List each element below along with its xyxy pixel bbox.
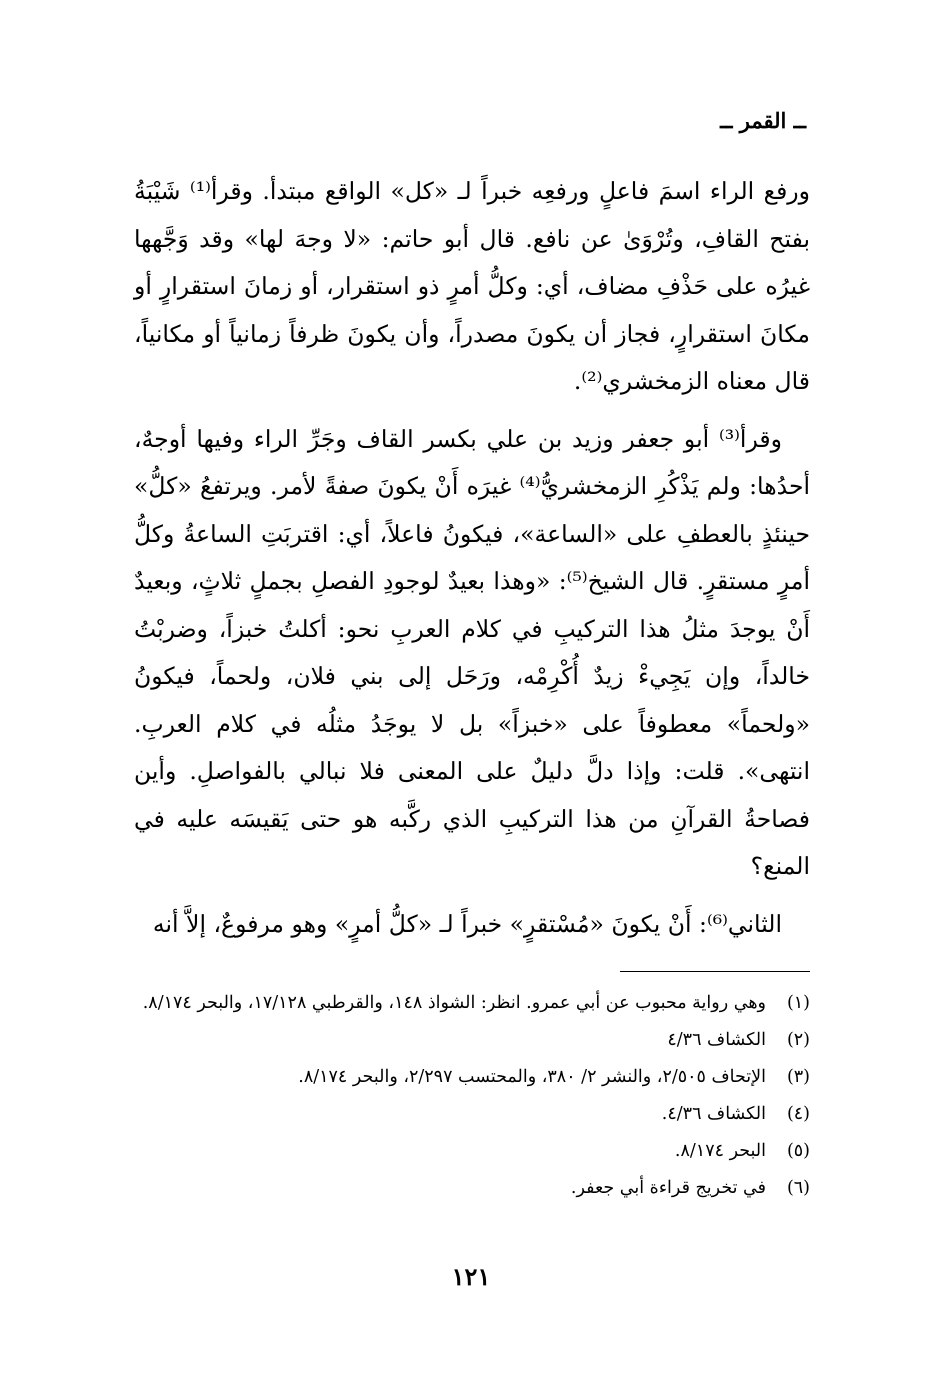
footnote-6	[134, 1170, 810, 1207]
footnote-text: الكشاف ٤/٣٦.	[661, 1104, 766, 1124]
footnote-number: (٥)	[786, 1141, 810, 1161]
footnote-text: الإتحاف ٢/٥٠٥، والنشر ٢/ ٣٨٠، والمحتسب ٢/٢٩٧، والبحر ٨/١٧٤.	[298, 1067, 766, 1087]
footnotes	[134, 985, 810, 1207]
main-text	[134, 168, 810, 948]
footnote-text: وهي رواية محبوب عن أبي عمرو. انظر: الشواذ ١٤٨، والقرطبي ١٧/١٢٨، والبحر ٨/١٧٤.	[142, 993, 766, 1013]
footnote-1	[134, 985, 810, 1022]
footnote-text: في تخريج قراءة أبي جعفر.	[570, 1178, 766, 1198]
footnote-rule	[620, 971, 810, 972]
paragraph-1: ورفع الراء اسمَ فاعلٍ ورفعِه خبراً لـ «كل» الواقع مبتدأ. وقرأ⁽¹⁾ شَيْبَةُ بفتح القافِ، وتُرْوَىٰ عن نافع. قال أبو حاتم: «لا وجهَ لها» وقد وَجَّهها غيرُه على حَذْفِ مضاف، أي: وكلُّ أمرٍ ذو استقرار، أو زمانَ استقرارٍ أو مكانَ استقرارٍ، فجاز أن يكونَ مصدراً، وأن يكونَ ظرفاً زمانياً أو مكانياً، قال معناه الزمخشري⁽²⁾.	[134, 177, 811, 395]
footnote-5	[134, 1133, 810, 1170]
footnote-2	[134, 1022, 810, 1059]
footnote-3	[134, 1059, 810, 1096]
running-head: ــ القمر ــ	[720, 108, 806, 133]
page-number: ١٢١	[451, 1262, 491, 1291]
footnote-4	[134, 1096, 810, 1133]
footnote-number: (٢)	[786, 1030, 810, 1050]
paragraph-3: الثاني⁽⁶⁾: أَنْ يكونَ «مُسْتقرٍ» خبراً لـ «كلُّ أمرٍ» وهو مرفوعٌ، إلاَّ أنه	[152, 909, 782, 938]
footnote-number: (١)	[786, 993, 810, 1013]
footnote-number: (٦)	[786, 1178, 810, 1198]
footnote-number: (٣)	[786, 1067, 810, 1087]
paragraph-2: وقرأ⁽³⁾ أبو جعفر وزيد بن علي بكسر القاف وجَرِّ الراء وفيها أوجهٌ، أحدُها: ولم يَذْكُرِ الزمخشريُّ⁽⁴⁾ غيرَه أَنْ يكونَ صفةً لأمر. ويرتفعُ «كلُّ» حينئذٍ بالعطفِ على «الساعة»، فيكونُ فاعلاً، أي: اقتربَتِ الساعةُ وكلُّ أمرٍ مستقرٍ. قال الشيخ⁽⁵⁾: «وهذا بعيدٌ لوجودِ الفصلِ بجملٍ ثلاثٍ، وبعيدٌ أَنْ يوجدَ مثلُ هذا التركيبِ في كلام العربِ نحو: أكلتُ خبزاً، وضربْتُ خالداً، وإن يَجِيءْ زيدٌ أُكْرِمْه، ورَحَل إلى بني فلان، ولحماً، فيكونُ «ولحماً» معطوفاً على «خبزاً» بل لا يوجَدُ مثلُه في كلام العربِ. انتهى». قلت: وإذا دلَّ دليلٌ على المعنى فلا نبالي بالفواصلِ. وأين فصاحةُ القرآنِ من هذا التركيبِ الذي ركَّبه هو حتى يَقيسَه عليه في المنع؟	[134, 424, 810, 880]
footnote-text: الكشاف ٤/٣٦	[667, 1030, 766, 1050]
footnote-text: البحر ٨/١٧٤.	[674, 1141, 766, 1161]
footnote-number: (٤)	[786, 1104, 810, 1124]
